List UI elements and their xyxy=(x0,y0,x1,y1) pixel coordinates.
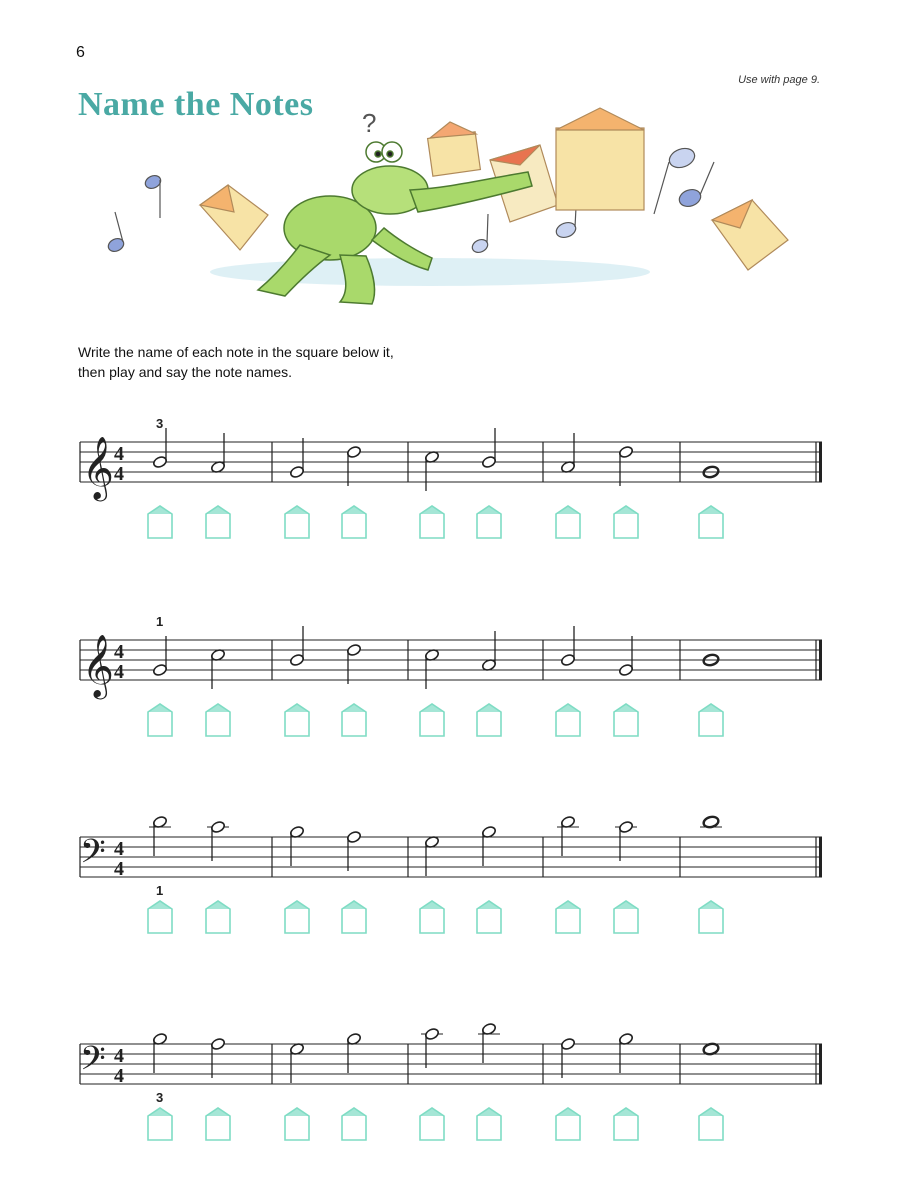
treble-clef-icon: 𝄞 xyxy=(82,634,114,697)
time-signature-bottom: 4 xyxy=(114,661,124,683)
answer-box-flap xyxy=(556,704,580,712)
note xyxy=(477,1022,501,1140)
note xyxy=(699,653,723,736)
note xyxy=(556,433,580,538)
instruction-line: Write the name of each note in the square below it, xyxy=(78,344,394,360)
answer-box-flap xyxy=(342,1108,366,1116)
answer-box-flap xyxy=(420,506,444,514)
answer-box-flap xyxy=(206,506,230,514)
final-barline-thick xyxy=(819,442,822,482)
note xyxy=(285,626,309,736)
note xyxy=(699,1042,723,1140)
note xyxy=(206,433,230,538)
note xyxy=(206,648,230,736)
note xyxy=(614,445,638,538)
answer-box-flap xyxy=(420,704,444,712)
note xyxy=(285,438,309,538)
final-barline-thick xyxy=(819,837,822,877)
answer-box-flap xyxy=(477,901,501,909)
answer-box-flap xyxy=(477,704,501,712)
instruction-line: then play and say the note names. xyxy=(78,364,293,380)
answer-box-flap xyxy=(285,1108,309,1116)
note xyxy=(477,631,501,736)
note xyxy=(148,636,172,736)
page-title: Name the Notes xyxy=(78,86,314,123)
note xyxy=(420,450,444,538)
note xyxy=(342,643,366,736)
treble-clef-icon: 𝄞 xyxy=(82,436,114,499)
staff-4 xyxy=(80,1022,822,1140)
note xyxy=(420,835,444,933)
note xyxy=(477,428,501,538)
note xyxy=(420,648,444,736)
answer-box-flap xyxy=(285,506,309,514)
note xyxy=(556,626,580,736)
answer-box-flap xyxy=(477,506,501,514)
answer-box-flap xyxy=(420,901,444,909)
note xyxy=(699,465,723,538)
note xyxy=(148,1032,172,1140)
answer-box-flap xyxy=(206,1108,230,1116)
time-signature-top: 4 xyxy=(114,641,124,663)
answer-box-flap xyxy=(420,1108,444,1116)
note xyxy=(556,1037,580,1140)
answer-box-flap xyxy=(206,901,230,909)
answer-box-flap xyxy=(148,506,172,514)
note xyxy=(148,428,172,538)
time-signature-top: 4 xyxy=(114,838,124,860)
answer-box-flap xyxy=(699,704,723,712)
final-barline-thick xyxy=(819,1044,822,1084)
staff-3 xyxy=(80,815,822,933)
note xyxy=(477,825,501,933)
question-mark: ? xyxy=(362,108,377,138)
note xyxy=(285,825,309,933)
note xyxy=(556,815,580,933)
note xyxy=(206,1037,230,1140)
note xyxy=(342,445,366,538)
time-signature-bottom: 4 xyxy=(114,858,124,880)
time-signature-top: 4 xyxy=(114,443,124,465)
note xyxy=(342,1032,366,1140)
bass-clef-icon: 𝄢 xyxy=(80,1040,106,1086)
staff-1 xyxy=(80,416,822,538)
note xyxy=(148,815,172,933)
answer-box-flap xyxy=(614,1108,638,1116)
answer-box-flap xyxy=(477,1108,501,1116)
bass-clef-icon: 𝄢 xyxy=(80,833,106,879)
time-signature-top: 4 xyxy=(114,1045,124,1067)
answer-box-flap xyxy=(699,901,723,909)
answer-box-flap xyxy=(342,704,366,712)
answer-box-flap xyxy=(699,506,723,514)
answer-box-flap xyxy=(699,1108,723,1116)
answer-box-flap xyxy=(285,901,309,909)
answer-box-flap xyxy=(614,704,638,712)
time-signature-bottom: 4 xyxy=(114,463,124,485)
time-signature-bottom: 4 xyxy=(114,1065,124,1087)
note xyxy=(614,636,638,736)
staff-2 xyxy=(80,614,822,736)
answer-box-flap xyxy=(148,901,172,909)
note xyxy=(285,1042,309,1140)
answer-box-flap xyxy=(614,901,638,909)
fingering-number: 3 xyxy=(156,1090,164,1105)
note xyxy=(699,815,723,933)
final-barline-thick xyxy=(819,640,822,680)
answer-box-flap xyxy=(285,704,309,712)
answer-box-flap xyxy=(556,1108,580,1116)
answer-box-flap xyxy=(614,506,638,514)
answer-box-flap xyxy=(206,704,230,712)
note xyxy=(614,1032,638,1140)
note xyxy=(342,830,366,933)
answer-box-flap xyxy=(556,901,580,909)
use-with-note: Use with page 9. xyxy=(738,74,820,86)
answer-box-flap xyxy=(342,901,366,909)
answer-box-flap xyxy=(148,704,172,712)
fingering-number: 1 xyxy=(156,883,164,898)
answer-box-flap xyxy=(342,506,366,514)
page-number: 6 xyxy=(76,44,85,61)
answer-box-flap xyxy=(148,1108,172,1116)
answer-box-flap xyxy=(556,506,580,514)
fingering-number: 1 xyxy=(156,614,164,629)
fingering-number: 3 xyxy=(156,416,164,431)
